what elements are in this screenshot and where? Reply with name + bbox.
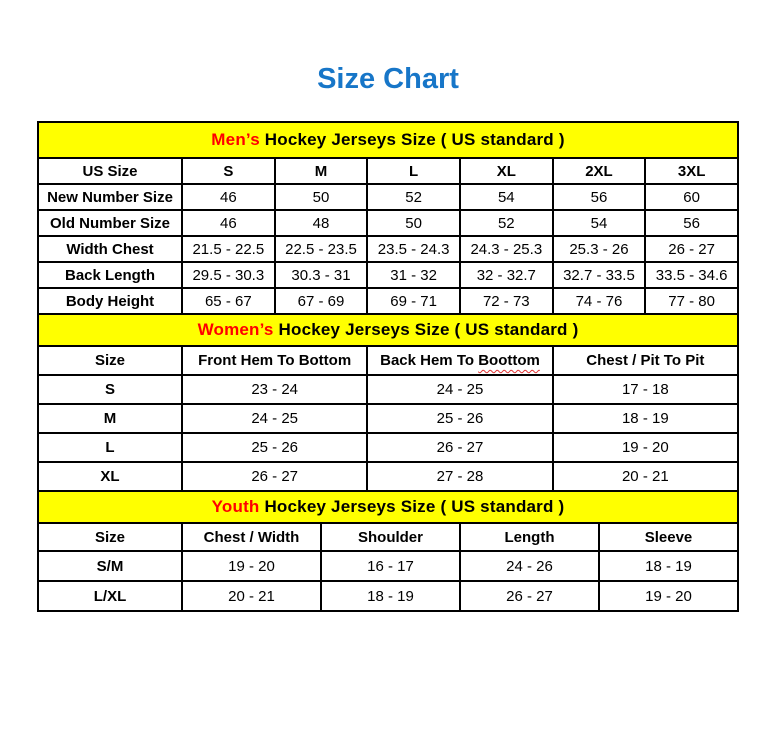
womens-column-header [367, 346, 552, 375]
mens-value-cell: 72 - 73 [460, 288, 553, 314]
mens-value-cell: 26 - 27 [645, 236, 738, 262]
mens-column-header: S [182, 158, 275, 184]
mens-band-highlight: Men’s [211, 130, 260, 149]
womens-table-body [38, 375, 738, 491]
womens-value-cell: 25 - 26 [182, 433, 367, 462]
mens-value-cell: 54 [460, 184, 553, 210]
mens-value-cell: 32.7 - 33.5 [553, 262, 646, 288]
mens-value-cell: 50 [367, 210, 460, 236]
womens-row-label: XL [38, 462, 182, 491]
mens-row-label: Body Height [38, 288, 182, 314]
mens-value-cell: 29.5 - 30.3 [182, 262, 275, 288]
mens-value-cell: 31 - 32 [367, 262, 460, 288]
womens-band-row [38, 314, 738, 346]
mens-row-label: Back Length [38, 262, 182, 288]
womens-value-cell: 20 - 21 [553, 462, 738, 491]
womens-band-text: Hockey Jerseys Size ( US standard ) [273, 320, 579, 339]
mens-column-header: US Size [38, 158, 182, 184]
mens-value-cell: 56 [645, 210, 738, 236]
mens-value-cell: 60 [645, 184, 738, 210]
womens-value-cell: 24 - 25 [367, 375, 552, 404]
youth-size-table [37, 490, 739, 612]
mens-value-cell: 33.5 - 34.6 [645, 262, 738, 288]
womens-value-cell: 23 - 24 [182, 375, 367, 404]
mens-value-cell: 74 - 76 [553, 288, 646, 314]
mens-column-header: M [275, 158, 368, 184]
womens-value-cell: 18 - 19 [553, 404, 738, 433]
mens-value-cell: 30.3 - 31 [275, 262, 368, 288]
youth-value-cell: 26 - 27 [460, 581, 599, 611]
womens-column-header: Front Hem To Bottom [182, 346, 367, 375]
womens-value-cell: 26 - 27 [182, 462, 367, 491]
mens-column-header: 2XL [553, 158, 646, 184]
mens-value-cell: 69 - 71 [367, 288, 460, 314]
womens-table-row [38, 433, 738, 462]
youth-column-header: Shoulder [321, 523, 460, 551]
youth-header-row [38, 523, 738, 551]
womens-table-row [38, 404, 738, 433]
size-chart [37, 121, 739, 612]
womens-header-row [38, 346, 738, 375]
womens-value-cell: 24 - 25 [182, 404, 367, 433]
mens-value-cell: 65 - 67 [182, 288, 275, 314]
youth-value-cell: 19 - 20 [182, 551, 321, 581]
youth-section-header [38, 491, 738, 523]
mens-value-cell: 48 [275, 210, 368, 236]
mens-table-row [38, 262, 738, 288]
mens-value-cell: 52 [367, 184, 460, 210]
mens-column-header: 3XL [645, 158, 738, 184]
mens-row-label: Width Chest [38, 236, 182, 262]
womens-row-label: S [38, 375, 182, 404]
mens-band-row [38, 122, 738, 158]
mens-size-table [37, 121, 739, 315]
youth-value-cell: 19 - 20 [599, 581, 738, 611]
mens-row-label: Old Number Size [38, 210, 182, 236]
header-text: Back Hem To [380, 352, 479, 369]
mens-header-row [38, 158, 738, 184]
mens-value-cell: 54 [553, 210, 646, 236]
womens-value-cell: 26 - 27 [367, 433, 552, 462]
womens-size-table [37, 313, 739, 492]
mens-table-body [38, 184, 738, 314]
youth-table-body [38, 551, 738, 611]
mens-value-cell: 21.5 - 22.5 [182, 236, 275, 262]
mens-value-cell: 23.5 - 24.3 [367, 236, 460, 262]
mens-band-text: Hockey Jerseys Size ( US standard ) [259, 130, 565, 149]
youth-column-header: Chest / Width [182, 523, 321, 551]
womens-value-cell: 27 - 28 [367, 462, 552, 491]
youth-band-highlight: Youth [211, 497, 260, 516]
womens-row-label: M [38, 404, 182, 433]
youth-table-row [38, 581, 738, 611]
mens-value-cell: 46 [182, 210, 275, 236]
youth-value-cell: 20 - 21 [182, 581, 321, 611]
womens-band-highlight: Women’s [197, 320, 274, 339]
womens-table-row [38, 375, 738, 404]
womens-column-header: Size [38, 346, 182, 375]
youth-column-header: Length [460, 523, 599, 551]
womens-table-row [38, 462, 738, 491]
youth-band-text: Hockey Jerseys Size ( US standard ) [259, 497, 565, 516]
womens-value-cell: 19 - 20 [553, 433, 738, 462]
youth-value-cell: 18 - 19 [599, 551, 738, 581]
mens-value-cell: 56 [553, 184, 646, 210]
youth-row-label: S/M [38, 551, 182, 581]
mens-value-cell: 46 [182, 184, 275, 210]
youth-value-cell: 16 - 17 [321, 551, 460, 581]
youth-value-cell: 18 - 19 [321, 581, 460, 611]
mens-table-row [38, 184, 738, 210]
mens-table-row [38, 236, 738, 262]
womens-value-cell: 17 - 18 [553, 375, 738, 404]
youth-column-header: Size [38, 523, 182, 551]
womens-value-cell: 25 - 26 [367, 404, 552, 433]
youth-table-row [38, 551, 738, 581]
mens-value-cell: 52 [460, 210, 553, 236]
youth-band-row [38, 491, 738, 523]
misspelled-word: Boottom [478, 352, 540, 369]
youth-column-header: Sleeve [599, 523, 738, 551]
mens-row-label: New Number Size [38, 184, 182, 210]
womens-row-label: L [38, 433, 182, 462]
womens-section-header [38, 314, 738, 346]
mens-value-cell: 24.3 - 25.3 [460, 236, 553, 262]
mens-value-cell: 67 - 69 [275, 288, 368, 314]
youth-row-label: L/XL [38, 581, 182, 611]
mens-column-header: L [367, 158, 460, 184]
mens-section-header [38, 122, 738, 158]
mens-value-cell: 32 - 32.7 [460, 262, 553, 288]
womens-column-header: Chest / Pit To Pit [553, 346, 738, 375]
mens-value-cell: 22.5 - 23.5 [275, 236, 368, 262]
mens-table-row [38, 210, 738, 236]
page-title: Size Chart [317, 63, 459, 95]
mens-column-header: XL [460, 158, 553, 184]
mens-value-cell: 50 [275, 184, 368, 210]
mens-value-cell: 77 - 80 [645, 288, 738, 314]
youth-value-cell: 24 - 26 [460, 551, 599, 581]
mens-table-row [38, 288, 738, 314]
mens-value-cell: 25.3 - 26 [553, 236, 646, 262]
